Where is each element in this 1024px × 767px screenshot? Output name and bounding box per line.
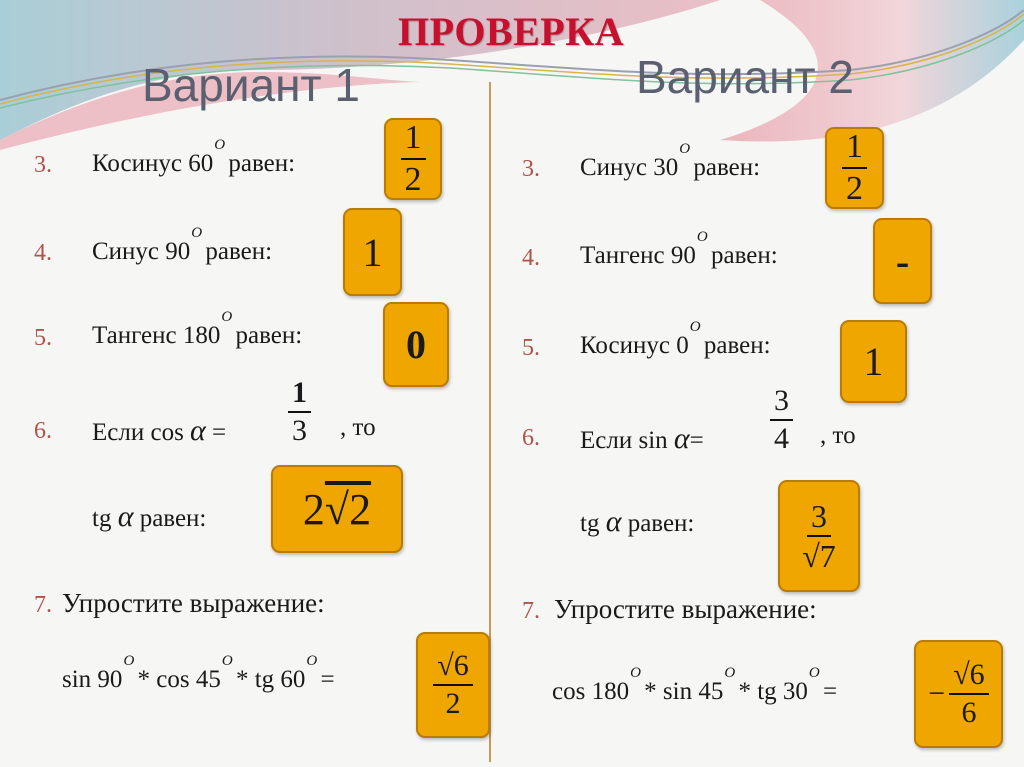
item-number: 7. xyxy=(522,598,540,624)
item-number: 7. xyxy=(34,592,52,618)
expression-part: * tg 60 xyxy=(235,666,306,693)
question-text: равен: xyxy=(139,505,207,532)
answer-numerator: √6 xyxy=(433,651,472,686)
degree-mark: O xyxy=(123,653,135,669)
item-number: 5. xyxy=(34,325,52,351)
question-text: Тангенс 90 xyxy=(580,242,696,269)
answer-coefficient: 2 xyxy=(302,484,325,534)
given-fraction xyxy=(288,376,311,446)
answer-box xyxy=(825,127,884,209)
expression-part: sin 90 xyxy=(62,666,123,693)
item-number: 5. xyxy=(522,335,540,361)
question-text: Если sin xyxy=(580,427,668,454)
question-6 xyxy=(580,422,704,456)
question-text: Если cos xyxy=(92,419,184,446)
slide-title: ПРОВЕРКА xyxy=(398,9,625,54)
item-number: 6. xyxy=(34,418,52,444)
answer-numerator: 1 xyxy=(401,121,426,160)
answer-denominator: 2 xyxy=(846,170,863,207)
question-text: Косинус 0 xyxy=(580,332,689,359)
alpha-symbol: α xyxy=(190,414,206,447)
alpha-symbol: α xyxy=(605,505,622,538)
alpha-symbol: α xyxy=(673,422,690,455)
question-5 xyxy=(92,309,303,350)
degree-mark: O xyxy=(306,653,318,669)
question-text: равен: xyxy=(710,242,778,269)
degree-mark: O xyxy=(221,309,233,325)
item-number: 6. xyxy=(522,425,540,451)
question-6-part-2 xyxy=(580,505,694,539)
question-text: равен: xyxy=(228,150,296,177)
degree-mark: O xyxy=(808,665,820,681)
answer-box: 1 xyxy=(343,208,402,296)
degree-mark: O xyxy=(679,141,691,157)
fraction-numerator: 1 xyxy=(288,378,311,413)
answer-box: - xyxy=(873,218,932,304)
question-text: tg xyxy=(92,505,112,532)
question-4 xyxy=(92,225,273,266)
expression-part: * cos 45 xyxy=(137,666,221,693)
question-text: , то xyxy=(820,422,856,449)
answer-numerator: √6 xyxy=(949,660,988,695)
question-text: tg xyxy=(580,510,600,537)
question-text: , то xyxy=(340,414,376,441)
degree-mark: O xyxy=(696,229,708,245)
alpha-symbol: α xyxy=(117,500,134,533)
answer-denominator: √7 xyxy=(802,538,836,574)
question-5 xyxy=(580,319,771,360)
answer-numerator: 3 xyxy=(807,500,831,537)
answer-numerator: 1 xyxy=(842,130,867,169)
fraction-denominator: 4 xyxy=(774,422,789,455)
expression-part: cos 180 xyxy=(552,678,630,705)
answer-root: √2 xyxy=(324,484,372,534)
equals-sign: = xyxy=(689,427,704,454)
degree-mark: O xyxy=(689,319,701,335)
item-number: 4. xyxy=(34,240,52,266)
question-text: Синус 30 xyxy=(580,154,679,181)
expression-part: * tg 30 xyxy=(738,678,808,705)
question-7: Упростите выражение: xyxy=(554,594,817,624)
answer-denominator: 6 xyxy=(961,696,977,729)
expression-part: * sin 45 xyxy=(644,678,724,705)
expression-7 xyxy=(552,665,838,706)
answer-denominator: 2 xyxy=(445,687,461,720)
item-number: 3. xyxy=(522,156,540,182)
answer-box xyxy=(914,640,1003,748)
question-text: равен: xyxy=(703,332,771,359)
question-text: равен: xyxy=(693,154,761,181)
question-text: Косинус 60 xyxy=(92,150,214,177)
item-number: 3. xyxy=(34,152,52,178)
degree-mark: O xyxy=(221,653,233,669)
equals-sign: = xyxy=(823,678,838,705)
item-number: 4. xyxy=(522,245,540,271)
degree-mark: O xyxy=(191,225,203,241)
answer-box xyxy=(416,632,490,738)
variant-1-heading: Вариант 1 xyxy=(142,59,360,111)
equals-sign: = xyxy=(320,666,335,693)
question-4 xyxy=(580,229,778,270)
answer-denominator: 2 xyxy=(404,161,422,198)
answer-box: 1 xyxy=(840,320,907,403)
expression-7 xyxy=(62,653,335,694)
equals-sign: = xyxy=(212,419,227,446)
question-7: Упростите выражение: xyxy=(62,588,325,618)
question-3 xyxy=(580,141,761,182)
question-6 xyxy=(92,414,226,448)
degree-mark: O xyxy=(214,137,226,153)
answer-box xyxy=(384,118,442,200)
answer-minus-sign: − xyxy=(928,677,946,710)
answer-box xyxy=(271,465,403,553)
question-text: Тангенс 180 xyxy=(92,322,221,349)
degree-mark: O xyxy=(724,665,736,681)
answer-box xyxy=(778,480,860,592)
fraction-denominator: 3 xyxy=(292,414,307,447)
fraction-numerator: 3 xyxy=(770,386,793,421)
given-fraction xyxy=(770,384,793,454)
question-text: равен: xyxy=(627,510,695,537)
question-3 xyxy=(92,137,296,178)
question-text: Синус 90 xyxy=(92,238,191,265)
question-text: равен: xyxy=(205,238,273,265)
question-text: равен: xyxy=(235,322,303,349)
variant-2-heading: Вариант 2 xyxy=(636,51,854,103)
answer-box: 0 xyxy=(383,302,449,387)
question-6-part-2 xyxy=(92,500,206,534)
degree-mark: O xyxy=(630,665,641,681)
